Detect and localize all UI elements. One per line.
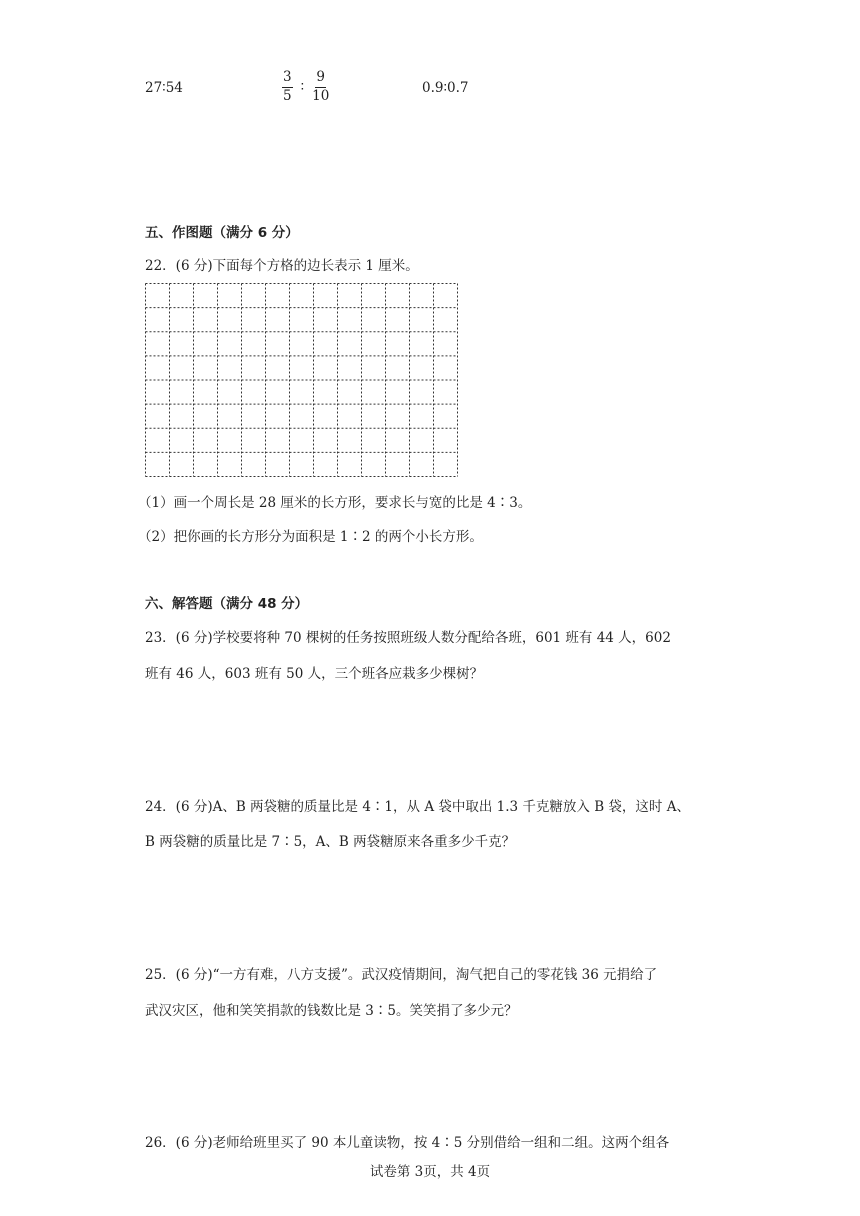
page-footer: 试卷第 3页，共 4页	[369, 1164, 491, 1180]
fraction-9-10	[312, 71, 329, 103]
ratio-item-3: 0.9∶0.7	[422, 80, 469, 96]
question-22-sub2: （2）把你画的长方形分为面积是 1∶2 的两个小长方形。	[138, 529, 483, 545]
question-22-sub1: （1）画一个周长是 28 厘米的长方形，要求长与宽的比是 4∶3。	[138, 495, 532, 511]
question-26-line1: 26．(6 分)老师给班里买了 90 本儿童读物，按 4∶5 分别借给一组和二组。这两个组各	[145, 1135, 670, 1151]
fraction-denominator: 5	[283, 87, 292, 104]
question-23-line2: 班有 46 人，603 班有 50 人，三个班各应栽多少棵树？	[145, 666, 484, 682]
question-23-line1: 23．(6 分)学校要将种 70 棵树的任务按照班级人数分配给各班，601 班有 44 人，602	[145, 630, 671, 646]
section-5-heading: 五、作图题（满分 6 分）	[145, 225, 299, 241]
section-6-heading: 六、解答题（满分 48 分）	[145, 596, 309, 612]
ratio-item-1: 27∶54	[145, 80, 183, 96]
question-25-line1: 25．(6 分)“一方有难，八方支援”。武汉疫情期间，淘气把自己的零花钱 36 元捐给了	[145, 967, 658, 983]
ratio-item-2	[282, 71, 329, 103]
ratio-colon: ∶	[300, 78, 305, 95]
fraction-numerator: 3	[282, 71, 293, 88]
fraction-numerator: 9	[315, 71, 326, 88]
fraction-3-5	[282, 71, 293, 103]
drawing-grid[interactable]	[145, 283, 458, 477]
question-24-line1: 24．(6 分)A、B 两袋糖的质量比是 4∶1，从 A 袋中取出 1.3 千克糖放入 B 袋，这时 A、	[145, 799, 690, 815]
question-25-line2: 武汉灾区，他和笑笑捐款的钱数比是 3∶5。笑笑捐了多少元？	[145, 1003, 518, 1019]
grid-svg	[145, 283, 458, 477]
question-24-line2: B 两袋糖的质量比是 7∶5，A、B 两袋糖原来各重多少千克？	[145, 834, 516, 850]
fraction-denominator: 10	[312, 87, 330, 104]
question-22-stem: 22．(6 分)下面每个方格的边长表示 1 厘米。	[145, 258, 419, 274]
